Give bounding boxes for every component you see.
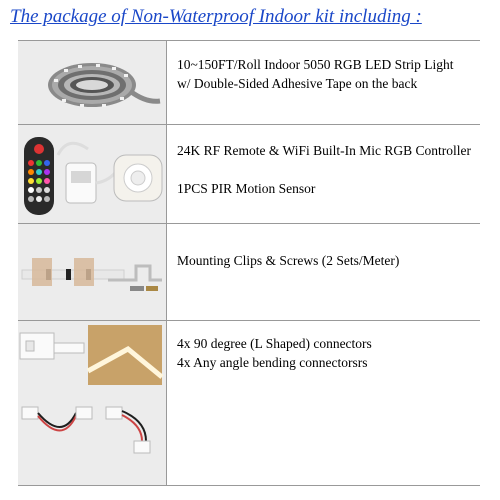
- item-text: 1PCS PIR Motion Sensor: [177, 181, 316, 196]
- controller-description: [177, 125, 480, 223]
- item-text: 10~150FT/Roll Indoor 5050 RGB LED Strip Light: [177, 57, 454, 72]
- connectors-description: [177, 321, 480, 485]
- led-strip-reel-image: [18, 41, 166, 124]
- item-text: 4x 90 degree (L Shaped) connectors: [177, 336, 372, 351]
- item-text: w/ Double-Sided Adhesive Tape on the back: [177, 76, 418, 91]
- package-table: [18, 40, 480, 486]
- page-title: The package of Non-Waterproof Indoor kit including :: [10, 6, 422, 27]
- package-row-connectors: [18, 321, 480, 485]
- item-text: Mounting Clips & Screws (2 Sets/Meter): [177, 253, 400, 268]
- item-text: 24K RF Remote & WiFi Built-In Mic RGB Controller: [177, 143, 471, 158]
- connectors-image: [18, 321, 166, 485]
- clips-description: [177, 224, 480, 320]
- package-row-controller: [18, 125, 480, 224]
- package-row-clips: [18, 224, 480, 321]
- item-text: 4x Any angle bending connectorsrs: [177, 355, 368, 370]
- mounting-clips-image: [18, 224, 166, 320]
- package-row-led-strip: [18, 41, 480, 125]
- remote-controller-sensor-image: [18, 125, 166, 223]
- led-strip-description: [177, 41, 480, 124]
